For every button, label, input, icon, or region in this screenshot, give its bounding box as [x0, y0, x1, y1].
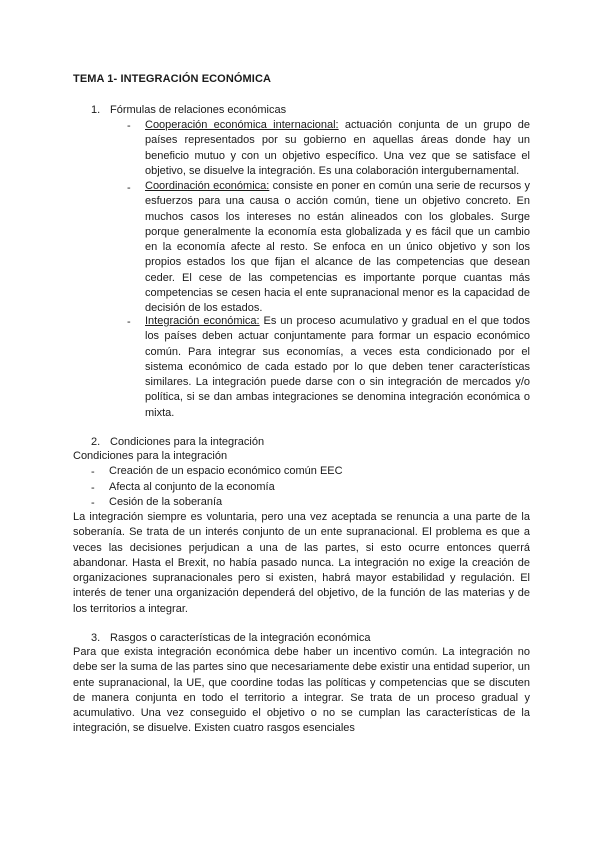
term-cooperacion: Cooperación económica internacional: — [145, 119, 339, 131]
definition-integracion — [145, 314, 530, 421]
bullet-dash: - — [91, 482, 95, 494]
bullet-dash: - — [91, 466, 95, 478]
definition-text: consiste en poner en común una serie de recursos y esfuerzos para una causa o acción común, tiene un objetivo concreto. En muchos casos los intereses no están alineados con los globales. Surge porque generalmente la economía esta globalizada y es fácil que un cambio en la economía afecte al resto. Se enfoca en un único objetivo y son los propios estados los que fijan el alcance de las competencias que desean ceder. El cese de las competencias es importante porque cuantas más competencias se cesen hacia el ente supranacional menor es la capacidad de decisión de los estados. — [145, 180, 530, 315]
section-3-number: 3. — [91, 632, 101, 644]
condition-item: Cesión de la soberanía — [109, 496, 223, 508]
section-1-number: 1. — [91, 104, 101, 116]
definition-cooperacion — [145, 118, 530, 179]
term-integracion: Integración económica: — [145, 315, 260, 327]
bullet-dash: - — [127, 182, 131, 194]
definition-text: actuación conjunta de un grupo de países representados por su gobierno en aquellas áreas donde hay un beneficio mutuo y con un objetivo específico. Una vez que se satisface el objetivo, se disuelve la integración. Es una colaboración intergubernamental. — [145, 119, 530, 177]
bullet-dash: - — [127, 316, 131, 328]
section-2-paragraph: La integración siempre es voluntaria, pero una vez aceptada se renuncia a una parte de la soberanía. Se trata de un interés conjunto de un ente supranacional. El problema es que a veces las decisiones perjudican a una de las partes, si esto ocurre entonces querrá abandonar. Hasta el Brexit, no había pasado nunca. La integración no exige la creación de organizaciones supranacionales pero si existen, habrá mayor estabilidad y regulación. El interés de tener una organización dependerá del objetivo, de la función de las materias y de los territorios a integrar. — [73, 511, 530, 615]
definition-coordinacion — [145, 179, 530, 317]
definition-text: Es un proceso acumulativo y gradual en el que todos los países deben actuar conjuntamente para formar un espacio económico común. Para integrar sus economías, a veces esta condicionado por el sistema económico de cada estado por lo que deben tener características similares. La integración puede darse con o sin integración de mercados y/o política, si se dan ambas integraciones se denomina integración económica o mixta. — [145, 315, 531, 419]
term-coordinacion: Coordinación económica: — [145, 180, 270, 192]
section-2-number: 2. — [91, 436, 101, 448]
condition-item: Creación de un espacio económico común EEC — [109, 465, 343, 477]
section-1-heading — [91, 104, 286, 116]
section-3-title: Rasgos o características de la integración económica — [110, 632, 371, 644]
section-3-heading — [91, 632, 370, 644]
condition-item: Afecta al conjunto de la economía — [109, 481, 275, 493]
section-3-paragraph: Para que exista integración económica debe haber un incentivo común. La integración no debe ser la suma de las partes sino que necesariamente debe existir una entidad superior, un ente supranacional, la UE, que coordine todas las políticas y competencias que se discuten de manera conjunta en todo el territorio a integrar. Se trata de un proceso gradual y acumulativo. Una vez conseguido el objetivo o no se cumplan las características de la integración, se disuelve. Existen cuatro rasgos esenciales — [73, 646, 530, 735]
bullet-dash: - — [91, 497, 95, 509]
conditions-subheading: Condiciones para la integración — [73, 450, 228, 462]
bullet-dash: - — [127, 120, 131, 132]
section-2-heading — [91, 436, 264, 448]
section-2-title: Condiciones para la integración — [110, 436, 265, 448]
document-title: TEMA 1- INTEGRACIÓN ECONÓMICA — [73, 73, 272, 85]
section-1-title: Fórmulas de relaciones económicas — [110, 104, 287, 116]
